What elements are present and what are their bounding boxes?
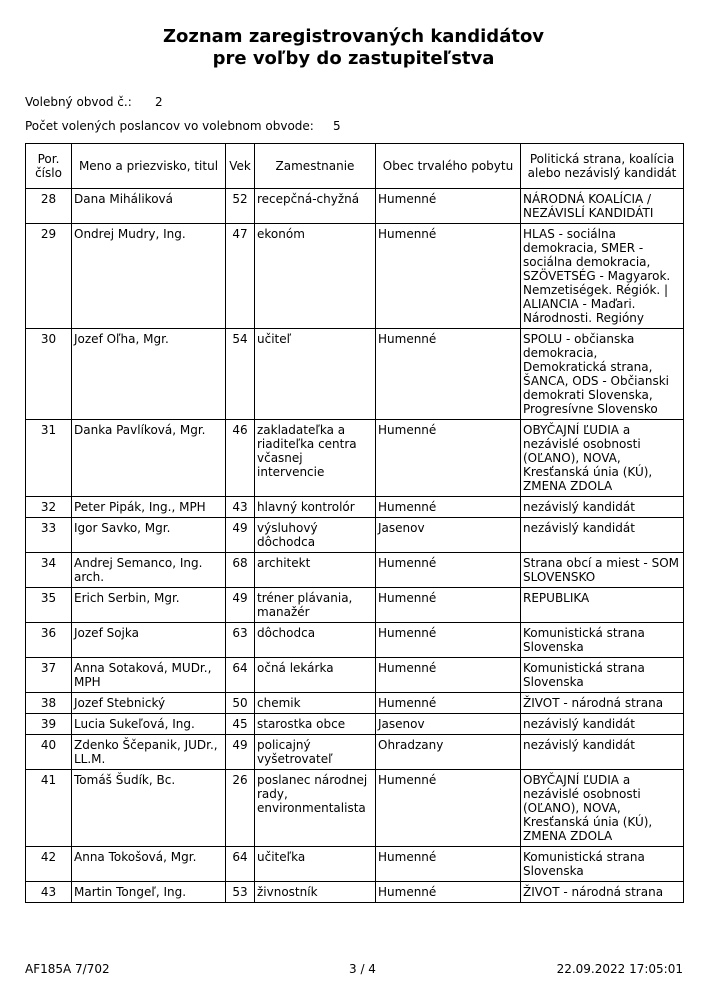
cell-residence: Humenné <box>376 658 521 693</box>
column-header-party-line1: Politická strana, koalícia <box>529 152 675 166</box>
cell-residence: Humenné <box>376 847 521 882</box>
cell-number: 41 <box>26 770 72 847</box>
district-label: Volebný obvod č.: <box>25 95 132 109</box>
title-line-1: Zoznam zaregistrovaných kandidátov <box>162 26 545 47</box>
cell-age: 64 <box>226 658 255 693</box>
cell-age: 49 <box>226 735 255 770</box>
table-row <box>26 420 684 497</box>
cell-age: 63 <box>226 623 255 658</box>
district-value: 2 <box>155 95 163 109</box>
cell-name: Ondrej Mudry, Ing. <box>72 224 226 329</box>
cell-age: 68 <box>226 553 255 588</box>
cell-party: Komunistická strana Slovenska <box>521 623 684 658</box>
cell-party: nezávislý kandidát <box>521 497 684 518</box>
cell-name: Erich Serbin, Mgr. <box>72 588 226 623</box>
cell-residence: Humenné <box>376 770 521 847</box>
cell-age: 43 <box>226 497 255 518</box>
cell-party: ŽIVOT - národná strana <box>521 882 684 903</box>
cell-occupation: poslanec národnej rady, environmentalista <box>255 770 376 847</box>
cell-number: 29 <box>26 224 72 329</box>
cell-name: Igor Savko, Mgr. <box>72 518 226 553</box>
candidates-table <box>25 143 684 903</box>
cell-party: nezávislý kandidát <box>521 735 684 770</box>
cell-number: 42 <box>26 847 72 882</box>
cell-occupation: dôchodca <box>255 623 376 658</box>
cell-occupation: očná lekárka <box>255 658 376 693</box>
title-line-2: pre voľby do zastupiteľstva <box>212 48 495 69</box>
cell-party: SPOLU - občianska demokracia, Demokratická strana, ŠANCA, ODS - Občianski demokrati Slovenska, Progresívne Slovensko <box>521 329 684 420</box>
cell-age: 45 <box>226 714 255 735</box>
cell-name: Danka Pavlíková, Mgr. <box>72 420 226 497</box>
cell-age: 49 <box>226 518 255 553</box>
cell-occupation: hlavný kontrolór <box>255 497 376 518</box>
table-row <box>26 847 684 882</box>
table-row <box>26 882 684 903</box>
cell-residence: Humenné <box>376 882 521 903</box>
table-row <box>26 189 684 224</box>
cell-name: Dana Miháliková <box>72 189 226 224</box>
table-row <box>26 497 684 518</box>
cell-age: 52 <box>226 189 255 224</box>
cell-party: Komunistická strana Slovenska <box>521 658 684 693</box>
cell-name: Tomáš Šudík, Bc. <box>72 770 226 847</box>
cell-occupation: tréner plávania, manažér <box>255 588 376 623</box>
cell-residence: Jasenov <box>376 518 521 553</box>
seats-value: 5 <box>333 119 341 133</box>
cell-age: 54 <box>226 329 255 420</box>
cell-residence: Humenné <box>376 588 521 623</box>
table-row <box>26 623 684 658</box>
cell-party: REPUBLIKA <box>521 588 684 623</box>
cell-number: 28 <box>26 189 72 224</box>
cell-number: 38 <box>26 693 72 714</box>
cell-occupation: chemik <box>255 693 376 714</box>
document-title <box>0 26 707 70</box>
cell-residence: Humenné <box>376 329 521 420</box>
cell-party: nezávislý kandidát <box>521 714 684 735</box>
cell-age: 26 <box>226 770 255 847</box>
cell-name: Peter Pipák, Ing., MPH <box>72 497 226 518</box>
cell-occupation: ekonóm <box>255 224 376 329</box>
cell-number: 34 <box>26 553 72 588</box>
cell-name: Jozef Stebnický <box>72 693 226 714</box>
cell-residence: Humenné <box>376 553 521 588</box>
table-row <box>26 329 684 420</box>
cell-occupation: policajný vyšetrovateľ <box>255 735 376 770</box>
cell-number: 30 <box>26 329 72 420</box>
cell-number: 36 <box>26 623 72 658</box>
column-header-party-line2: alebo nezávislý kandidát <box>527 166 677 180</box>
table-row <box>26 658 684 693</box>
cell-occupation: učiteľ <box>255 329 376 420</box>
cell-residence: Humenné <box>376 420 521 497</box>
table-row <box>26 693 684 714</box>
cell-age: 47 <box>226 224 255 329</box>
cell-occupation: výsluhový dôchodca <box>255 518 376 553</box>
district-info <box>25 95 163 109</box>
cell-number: 33 <box>26 518 72 553</box>
cell-age: 64 <box>226 847 255 882</box>
table-row <box>26 770 684 847</box>
cell-residence: Humenné <box>376 497 521 518</box>
table-header-row <box>26 144 684 189</box>
cell-party: HLAS - sociálna demokracia, SMER - sociálna demokracia, SZÖVETSÉG - Magyarok. Nemzetiségek. Régiók. | ALIANCIA - Maďari. Národnosti. Regióny <box>521 224 684 329</box>
cell-number: 40 <box>26 735 72 770</box>
cell-age: 50 <box>226 693 255 714</box>
cell-name: Jozef Sojka <box>72 623 226 658</box>
column-header-number-line1: Por. <box>37 152 60 166</box>
table-row <box>26 588 684 623</box>
column-header-party <box>521 144 684 189</box>
cell-number: 39 <box>26 714 72 735</box>
cell-occupation: recepčná-chyžná <box>255 189 376 224</box>
column-header-residence: Obec trvalého pobytu <box>376 144 521 189</box>
cell-age: 49 <box>226 588 255 623</box>
cell-occupation: starostka obce <box>255 714 376 735</box>
cell-name: Andrej Semanco, Ing. arch. <box>72 553 226 588</box>
footer-form-code: AF185A 7/702 <box>25 962 110 976</box>
cell-residence: Humenné <box>376 189 521 224</box>
cell-party: ŽIVOT - národná strana <box>521 693 684 714</box>
column-header-number <box>26 144 72 189</box>
column-header-age: Vek <box>226 144 255 189</box>
cell-name: Zdenko Ščepanik, JUDr., LL.M. <box>72 735 226 770</box>
cell-name: Martin Tongeľ, Ing. <box>72 882 226 903</box>
seats-info <box>25 119 341 133</box>
cell-residence: Humenné <box>376 693 521 714</box>
table-row <box>26 224 684 329</box>
footer-timestamp: 22.09.2022 17:05:01 <box>556 962 683 976</box>
cell-occupation: učiteľka <box>255 847 376 882</box>
cell-residence: Humenné <box>376 224 521 329</box>
table-row <box>26 735 684 770</box>
cell-occupation: architekt <box>255 553 376 588</box>
seats-label: Počet volených poslancov vo volebnom obvode: <box>25 119 314 133</box>
cell-occupation: živnostník <box>255 882 376 903</box>
cell-party: OBYČAJNÍ ĽUDIA a nezávislé osobnosti (OĽANO), NOVA, Kresťanská únia (KÚ), ZMENA ZDOLA <box>521 770 684 847</box>
table-row <box>26 518 684 553</box>
cell-name: Anna Tokošová, Mgr. <box>72 847 226 882</box>
cell-party: Komunistická strana Slovenska <box>521 847 684 882</box>
cell-party: OBYČAJNÍ ĽUDIA a nezávislé osobnosti (OĽANO), NOVA, Kresťanská únia (KÚ), ZMENA ZDOLA <box>521 420 684 497</box>
cell-name: Anna Sotaková, MUDr., MPH <box>72 658 226 693</box>
cell-number: 31 <box>26 420 72 497</box>
column-header-occupation: Zamestnanie <box>255 144 376 189</box>
cell-residence: Jasenov <box>376 714 521 735</box>
cell-age: 46 <box>226 420 255 497</box>
cell-party: Strana obcí a miest - SOM SLOVENSKO <box>521 553 684 588</box>
cell-name: Lucia Sukeľová, Ing. <box>72 714 226 735</box>
cell-number: 32 <box>26 497 72 518</box>
cell-party: nezávislý kandidát <box>521 518 684 553</box>
cell-number: 35 <box>26 588 72 623</box>
cell-occupation: zakladateľka a riaditeľka centra včasnej intervencie <box>255 420 376 497</box>
table-row <box>26 714 684 735</box>
table-row <box>26 553 684 588</box>
cell-residence: Ohradzany <box>376 735 521 770</box>
cell-number: 37 <box>26 658 72 693</box>
footer-page-number: 3 / 4 <box>349 962 376 976</box>
cell-age: 53 <box>226 882 255 903</box>
cell-residence: Humenné <box>376 623 521 658</box>
cell-party: NÁRODNÁ KOALÍCIA / NEZÁVISLÍ KANDIDÁTI <box>521 189 684 224</box>
column-header-number-line2: číslo <box>35 166 62 180</box>
cell-number: 43 <box>26 882 72 903</box>
cell-name: Jozef Oľha, Mgr. <box>72 329 226 420</box>
column-header-name: Meno a priezvisko, titul <box>72 144 226 189</box>
